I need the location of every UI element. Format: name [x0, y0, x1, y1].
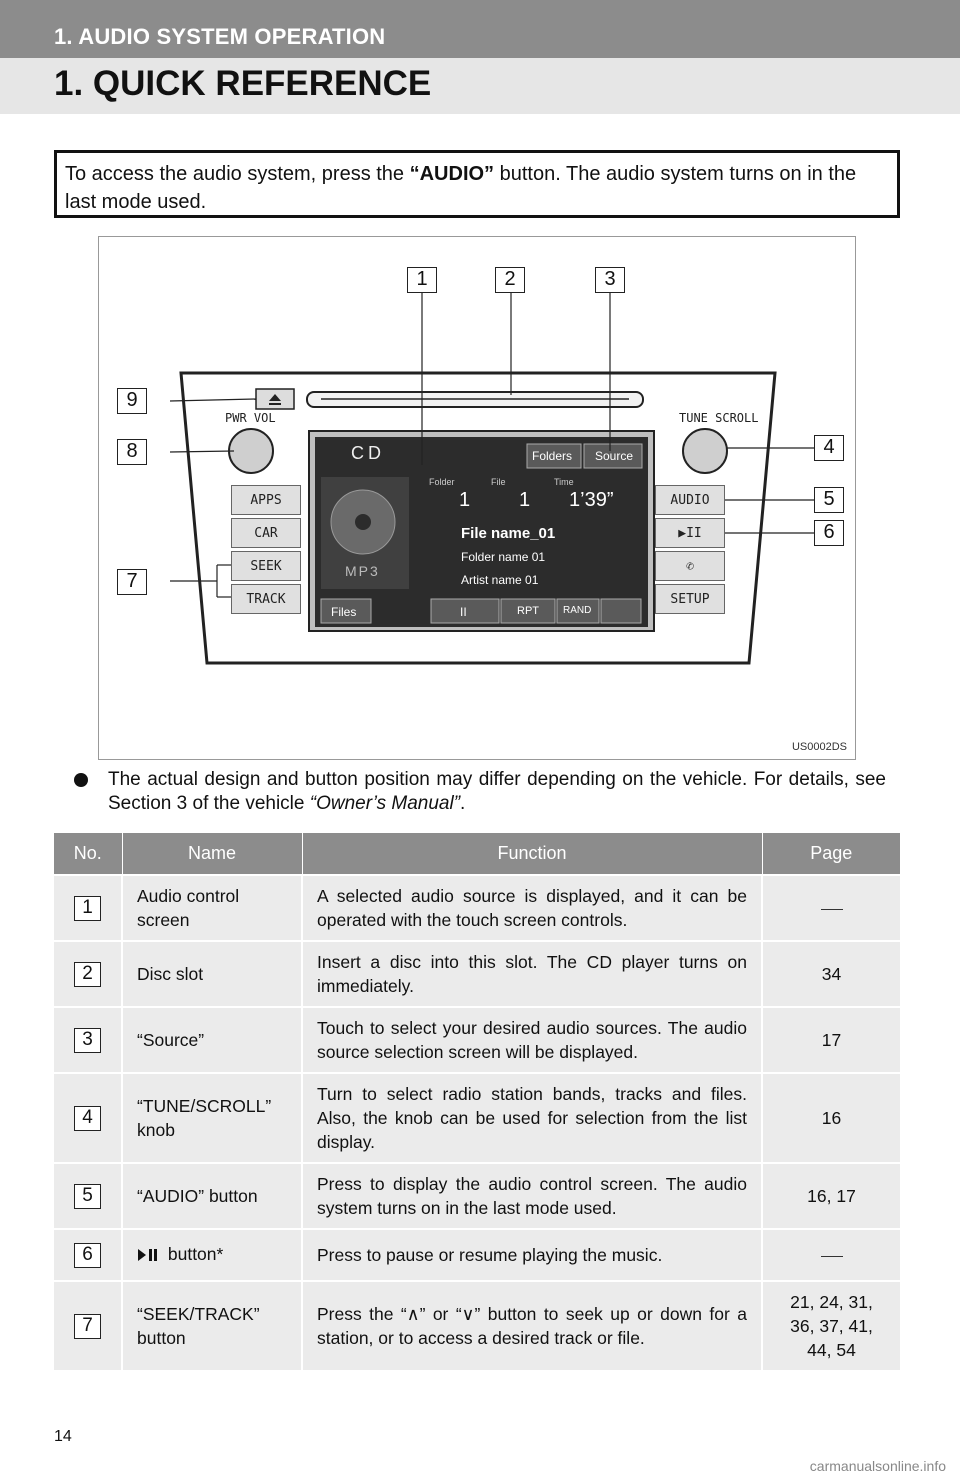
screen-folder-value: 1 — [459, 489, 471, 511]
table-row — [54, 875, 900, 941]
tune-scroll-label: TUNE SCROLL — [679, 411, 759, 425]
apps-button[interactable]: APPS — [231, 485, 301, 515]
row-function: A selected audio source is displayed, and it can be operated with the touch screen controls. — [302, 875, 762, 941]
note-text-before: The actual design and button position may differ depending on the vehicle. For details, see Section 3 of the vehicle — [108, 769, 886, 814]
row-function: Turn to select radio station bands, tracks and files. Also, the knob can be used for selection from the list display. — [302, 1073, 762, 1163]
intro-text-after: button. The audio system turns on in the last mode used. — [65, 163, 857, 213]
header-name: Name — [122, 833, 302, 875]
tune-scroll-knob — [683, 429, 727, 473]
callout-2: 2 — [495, 267, 525, 293]
screen-time-value: 1’39” — [569, 489, 614, 511]
setup-button[interactable]: SETUP — [655, 584, 725, 614]
audio-button[interactable]: AUDIO — [655, 485, 725, 515]
screen-rpt-button[interactable]: RPT — [517, 605, 539, 617]
header-no: No. — [54, 833, 122, 875]
intro-text-bold: “AUDIO” — [409, 163, 495, 185]
row-name: “Source” — [122, 1007, 302, 1073]
row-name: Audio control screen — [122, 875, 302, 941]
page-number: 14 — [54, 1428, 72, 1445]
header-page: Page — [762, 833, 900, 875]
row-name: “SEEK/TRACK” button — [122, 1281, 302, 1370]
screen-format: MP3 — [345, 563, 380, 579]
track-button[interactable]: TRACK — [231, 584, 301, 614]
play-pause-button[interactable]: ▶II — [655, 518, 725, 548]
callout-1: 1 — [407, 267, 437, 293]
screen-tab-source[interactable]: Source — [595, 449, 634, 463]
table-row — [54, 1229, 900, 1281]
row-page — [762, 1229, 900, 1281]
seek-button[interactable]: SEEK — [231, 551, 301, 581]
row-page: 16 — [762, 1073, 900, 1163]
row-number: 4 — [74, 1106, 101, 1131]
quick-reference-table — [54, 833, 900, 1370]
chapter-title: 1. QUICK REFERENCE — [54, 64, 432, 103]
row-name-cell — [122, 1229, 302, 1281]
watermark: carmanualsonline.info — [809, 1458, 946, 1474]
row-function: Touch to select your desired audio sources. The audio source selection screen will be displayed. — [302, 1007, 762, 1073]
callout-9: 9 — [117, 388, 147, 414]
row-page — [762, 875, 900, 941]
row-number: 3 — [74, 1028, 101, 1053]
table-row — [54, 1007, 900, 1073]
row-page: 21, 24, 31, 36, 37, 41, 44, 54 — [762, 1281, 900, 1370]
screen-tab-folders[interactable]: Folders — [532, 449, 573, 463]
table-row — [54, 941, 900, 1007]
table-header-row — [54, 833, 900, 875]
row-page: 17 — [762, 1007, 900, 1073]
row-function: Press to pause or resume playing the music. — [302, 1229, 762, 1281]
row-name: button* — [163, 1244, 224, 1265]
row-function: Press the “∧” or “∨” button to seek up or down for a station, or to access a desired track or file. — [302, 1281, 762, 1370]
callout-6: 6 — [814, 520, 844, 546]
row-page: 34 — [762, 941, 900, 1007]
row-name: Disc slot — [122, 941, 302, 1007]
screen-header-folder: Folder — [429, 477, 455, 487]
row-name: “TUNE/SCROLL” knob — [122, 1073, 302, 1163]
pwr-vol-knob — [229, 429, 273, 473]
play-pause-icon — [137, 1244, 159, 1268]
row-number: 2 — [74, 962, 101, 987]
design-note — [74, 768, 886, 816]
callout-4: 4 — [814, 435, 844, 461]
callout-8: 8 — [117, 439, 147, 465]
audio-unit-figure — [98, 236, 856, 760]
table-row — [54, 1073, 900, 1163]
screen-folder-name: Folder name 01 — [461, 550, 546, 564]
section-title: 1. AUDIO SYSTEM OPERATION — [54, 24, 386, 49]
screen-rand-button[interactable]: RAND — [563, 605, 592, 616]
intro-box — [54, 150, 900, 218]
screen-mode: CD — [351, 443, 385, 463]
screen-file-value: 1 — [519, 489, 531, 511]
row-page: 16, 17 — [762, 1163, 900, 1229]
dash-icon — [821, 1256, 843, 1257]
table-row — [54, 1281, 900, 1370]
note-text-after: . — [460, 793, 466, 814]
note-text-italic: “Owner’s Manual” — [309, 793, 461, 814]
screen-artist-name: Artist name 01 — [461, 573, 539, 587]
note-text — [74, 768, 886, 816]
screen-files-button[interactable]: Files — [331, 605, 357, 619]
bullet-icon — [74, 773, 88, 787]
row-number: 6 — [74, 1243, 101, 1268]
screen-header-time: Time — [554, 477, 574, 487]
callout-3: 3 — [595, 267, 625, 293]
callout-5: 5 — [814, 487, 844, 513]
intro-text-before: To access the audio system, press the — [65, 163, 410, 185]
screen-pause-button[interactable]: II — [460, 605, 467, 619]
row-number: 5 — [74, 1184, 101, 1209]
header-function: Function — [302, 833, 762, 875]
screen-file-name: File name_01 — [461, 525, 556, 542]
figure-code: US0002DS — [791, 741, 847, 753]
screen-header-file: File — [491, 477, 506, 487]
row-number: 1 — [74, 896, 101, 921]
audio-unit-illustration — [99, 237, 857, 761]
row-name: “AUDIO” button — [122, 1163, 302, 1229]
phone-button[interactable]: ✆ — [655, 551, 725, 581]
row-function: Press to display the audio control screen. The audio system turns on in the last mode used. — [302, 1163, 762, 1229]
car-button[interactable]: CAR — [231, 518, 301, 548]
row-function: Insert a disc into this slot. The CD player turns on immediately. — [302, 941, 762, 1007]
dash-icon — [821, 909, 843, 910]
row-number: 7 — [74, 1314, 101, 1339]
callout-7: 7 — [117, 569, 147, 595]
table-row — [54, 1163, 900, 1229]
pwr-vol-label: PWR VOL — [225, 411, 276, 425]
